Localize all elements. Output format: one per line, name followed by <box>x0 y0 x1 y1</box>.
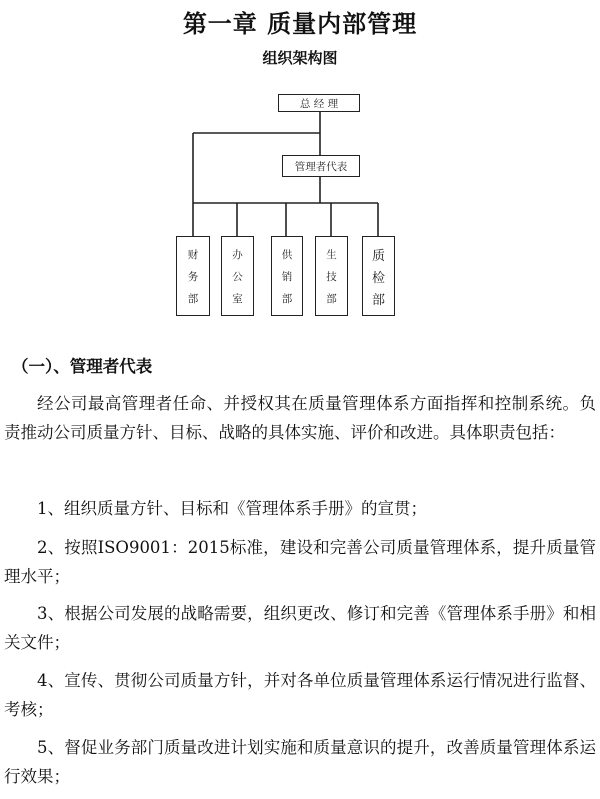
management-representative-box <box>282 155 360 177</box>
dept-char: 检 <box>371 270 385 286</box>
dept-char: 销 <box>281 270 293 283</box>
dept-char: 公 <box>232 270 243 283</box>
dept-box-quality <box>362 236 395 316</box>
dept-char: 室 <box>232 292 243 305</box>
dept-box-production <box>315 236 348 316</box>
dept-char: 办 <box>232 248 243 261</box>
section-heading: （一）、管理者代表 <box>12 357 153 376</box>
dept-char: 部 <box>187 292 199 305</box>
org-chart <box>0 80 600 340</box>
duty-item-4: 4、宣传、贯彻公司质量方针，并对各单位质量管理体系运行情况进行监督、考核； <box>4 671 596 719</box>
management-representative-label: 管理者代表 <box>294 160 348 173</box>
dept-char: 技 <box>326 270 337 283</box>
dept-char: 务 <box>187 270 199 283</box>
general-manager-box <box>278 94 360 112</box>
duty-item-1: 1、组织质量方针、目标和《管理体系手册》的宣贯； <box>37 499 427 518</box>
dept-char: 部 <box>326 292 337 305</box>
dept-char: 部 <box>371 292 385 308</box>
dept-char: 部 <box>281 292 293 305</box>
dept-char: 供 <box>281 248 293 261</box>
general-manager-label: 总 经 理 <box>299 97 339 110</box>
dept-box-sales <box>271 236 303 316</box>
chapter-title: 第一章 质量内部管理 <box>182 10 418 38</box>
duty-item-3: 3、根据公司发展的战略需要，组织更改、修订和完善《管理体系手册》和相关文件； <box>4 604 596 652</box>
duty-item-2: 2、按照ISO9001：2015标准，建设和完善公司质量管理体系，提升质量管理水平； <box>4 538 596 586</box>
dept-char: 财 <box>187 248 199 261</box>
org-chart-title: 组织架构图 <box>262 49 338 67</box>
dept-box-office <box>221 236 254 316</box>
dept-box-finance <box>176 236 210 316</box>
intro-paragraph: 经公司最高管理者任命、并授权其在质量管理体系方面指挥和控制系统。负责推动公司质量方针、目标、战略的具体实施、评价和改进。具体职责包括： <box>4 394 596 442</box>
dept-char: 质 <box>371 248 385 264</box>
dept-char: 生 <box>326 248 337 261</box>
duty-item-5: 5、督促业务部门质量改进计划实施和质量意识的提升，改善质量管理体系运行效果； <box>4 738 596 786</box>
